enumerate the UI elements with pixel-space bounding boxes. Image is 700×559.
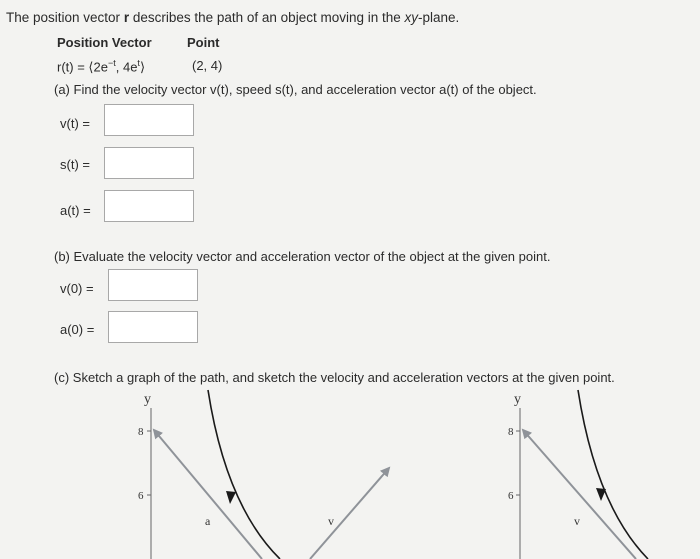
intro-text-start: The position vector [6, 10, 124, 25]
acceleration-answer-box[interactable] [104, 190, 194, 222]
part-b-prompt: (b) Evaluate the velocity vector and acceleration vector of the object at the given point. [54, 249, 551, 264]
part-c-prompt: (c) Sketch a graph of the path, and sketch the velocity and acceleration vectors at the given point. [54, 370, 615, 385]
intro-text-mid: describes the path of an object moving in the [129, 10, 405, 25]
graph1-path-arrowhead [226, 491, 236, 504]
speed-label: s(t) = [60, 157, 90, 172]
a0-label: a(0) = [60, 322, 95, 337]
graph1-label-v: v [328, 514, 334, 528]
acceleration-label: a(t) = [60, 203, 91, 218]
graph1-velocity-vector-right [310, 468, 389, 559]
graph1-y-axis-label: y [144, 392, 151, 407]
v0-answer-box[interactable] [108, 269, 198, 301]
position-mid: , 4e [115, 59, 138, 75]
intro-plane: xy [404, 10, 418, 25]
position-lhs: r(t) = [57, 59, 89, 75]
speed-answer-box[interactable] [104, 147, 194, 179]
position-vector-header: Position Vector [57, 35, 152, 50]
graph1-label-a: a [205, 514, 211, 528]
intro-var-r: r [123, 10, 130, 25]
graph2-label-v: v [574, 514, 580, 528]
position-rhs-open: ⟨2e [88, 59, 108, 75]
graph2-velocity-vector [523, 430, 636, 559]
a0-answer-box[interactable] [108, 311, 198, 343]
graph1-path-curve [208, 390, 280, 559]
graph2-tick-label-8: 8 [508, 426, 514, 438]
problem-intro [6, 10, 459, 25]
point-value: (2, 4) [192, 58, 223, 73]
graph1-tick-label-6: 6 [138, 490, 144, 502]
position-exp2: t [137, 58, 140, 68]
position-vector-formula [57, 58, 145, 75]
part-a-prompt: (a) Find the velocity vector v(t), speed s(t), and acceleration vector a(t) of the object. [54, 82, 537, 97]
velocity-label: v(t) = [60, 116, 90, 131]
velocity-answer-box[interactable] [104, 104, 194, 136]
graph2-y-axis-label: y [514, 392, 521, 407]
graph-option-1[interactable] [130, 388, 410, 559]
graph1-velocity-vector-left [154, 430, 262, 559]
graph2-path-arrowhead [596, 488, 606, 501]
graph1-tick-label-8: 8 [138, 426, 144, 438]
graph-option-2[interactable] [498, 388, 700, 559]
point-header: Point [187, 35, 220, 50]
position-close: ⟩ [139, 59, 146, 75]
v0-label: v(0) = [60, 281, 94, 296]
position-exp1: −t [107, 58, 116, 68]
intro-text-end: -plane. [418, 10, 460, 25]
graph2-tick-label-6: 6 [508, 490, 514, 502]
